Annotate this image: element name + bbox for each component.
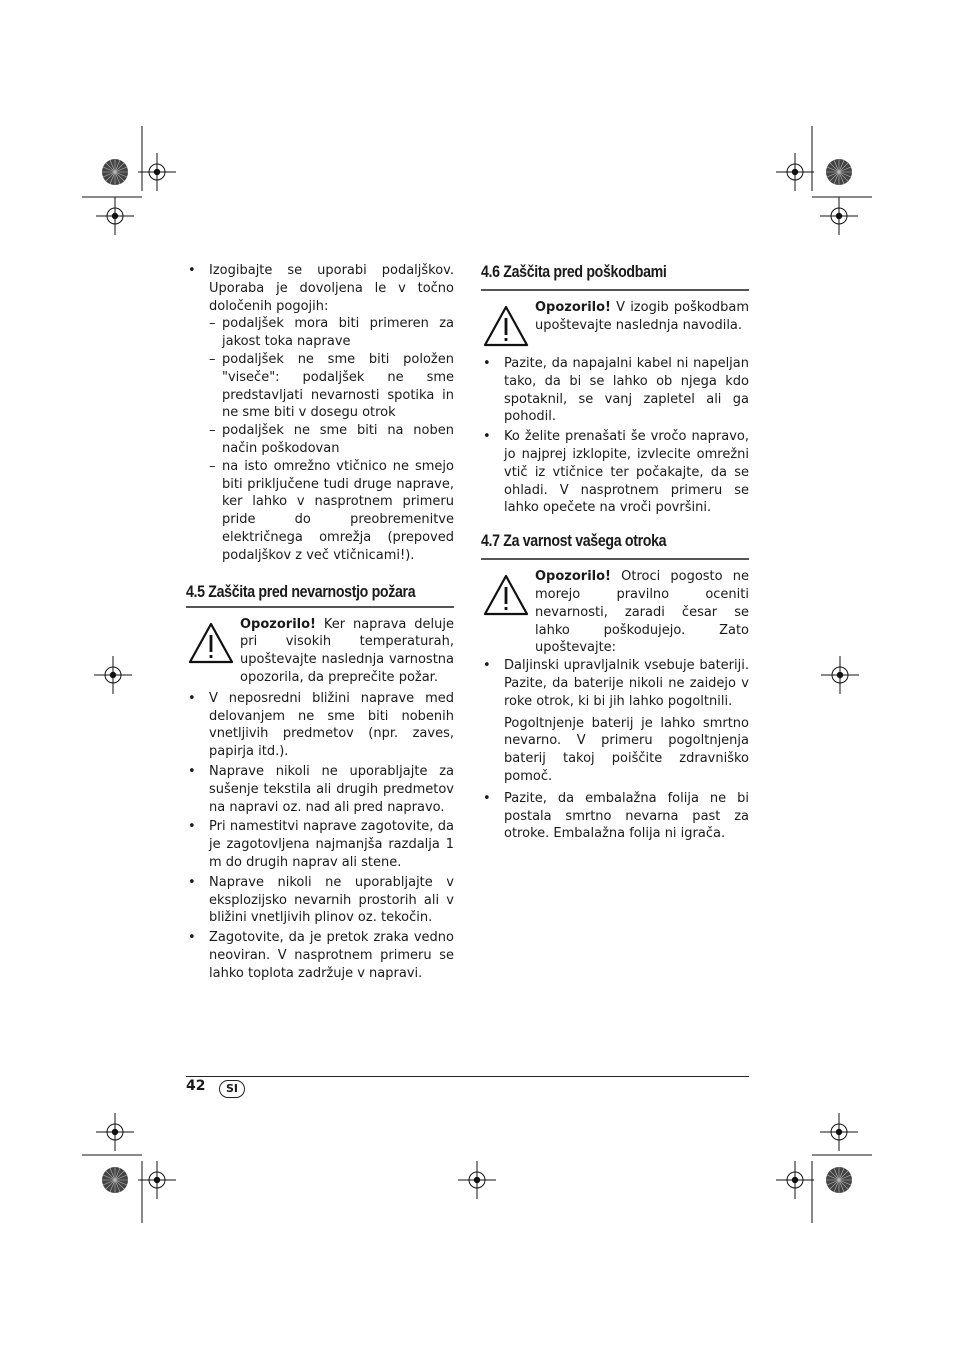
section-title-4-5: 4.5 Zaščita pred nevarnostjo požara xyxy=(186,582,416,601)
section-divider xyxy=(186,606,454,608)
list-item: • Pazite, da napajalni kabel ni napeljan tako, da bi se lahko ob njega kdo spotaknil, se vanj zapletel ali ga pohodil. xyxy=(481,355,749,426)
page-number: 42 xyxy=(186,1078,206,1094)
extension-cord-list xyxy=(186,262,454,565)
list-item: • Daljinski upravljalnik vsebuje bateriji. Pazite, da baterije nikoli ne zaidejo v roke otrok, ki bi jih lahko pogoltnili. xyxy=(481,657,749,710)
dash-item: – na isto omrežno vtičnico ne smejo biti priključene tudi druge naprave, ker lahko v nasprotnem primeru pride do preobremenitve električnega omrežja (prepoved podaljškov z več vtičnicami!). xyxy=(209,458,454,565)
footer-divider xyxy=(186,1076,749,1077)
warning-label: Opozorilo! xyxy=(535,569,611,585)
list-item: • Zagotovite, da je pretok zraka vedno neoviran. V nasprotnem primeru se lahko toplota zadržuje v napravi. xyxy=(186,929,454,982)
list-item: • Naprave nikoli ne uporabljajte v eksplozijsko nevarnih prostorih ali v bližini vnetljivih plinov oz. tekočin. xyxy=(186,874,454,927)
list-item xyxy=(186,262,454,565)
child-safety-list-2 xyxy=(481,790,749,843)
section-divider xyxy=(481,289,749,291)
section-title-4-7: 4.7 Za varnost vašega otroka xyxy=(481,532,667,551)
dash-list xyxy=(209,315,454,564)
warning-label: Opozorilo! xyxy=(240,616,316,632)
bullet-text: Izogibajte se uporabi podaljškov. Uporaba je dovoljena le v točno določenih pogojih: xyxy=(209,263,454,314)
warning-text: Otroci pogosto ne morejo pravilno oceniti nevarnosti, zaradi česar se lahko poškodujejo. Zato upoštevajte: xyxy=(535,569,749,656)
language-badge: SI xyxy=(219,1080,245,1098)
injury-protection-list xyxy=(481,355,749,517)
list-item: • Pri namestitvi naprave zagotovite, da je zagotovljena najmanjša razdalja 1 m do drugih naprav ali stene. xyxy=(186,818,454,871)
warning-block xyxy=(186,616,454,687)
dash-item: – podaljšek ne sme biti na noben način poškodovan xyxy=(209,422,454,458)
warning-block xyxy=(481,299,749,359)
list-item: • Ko želite prenašati še vročo napravo, jo najprej izklopite, izvlecite omrežni vtič iz vtičnice ter počakajte, da se ohladi. V nasprotnem primeru se lahko opečete na vroči površini. xyxy=(481,428,749,517)
section-title-4-6: 4.6 Zaščita pred poškodbami xyxy=(481,263,667,281)
list-item: • V neposredni bližini naprave med delovanjem ne sme biti nobenih vnetljivih predmetov (npr. zaves, papirja itd.). xyxy=(186,690,454,761)
warning-triangle-icon xyxy=(188,622,234,664)
warning-text: V izogib poškodbam upoštevajte naslednja navodila. xyxy=(535,300,749,333)
list-item: • Naprave nikoli ne uporabljajte za sušenje tekstila ali drugih predmetov na napravi oz. nad ali pred napravo. xyxy=(186,763,454,816)
list-item: • Pazite, da embalažna folija ne bi postala smrtno nevarna past za otroke. Embalažna folija ni igrača. xyxy=(481,790,749,843)
section-divider xyxy=(481,558,749,560)
warning-text: Ker naprava deluje pri visokih temperaturah, upoštevajte naslednja varnostna opozorila, da preprečite požar. xyxy=(240,616,454,685)
dash-item: – podaljšek mora biti primeren za jakost toka naprave xyxy=(209,315,454,351)
child-safety-list xyxy=(481,657,749,710)
warning-block xyxy=(481,568,749,657)
dash-item: – podaljšek ne sme biti položen "viseče": podaljšek ne sme predstavljati nevarnosti spotika in ne sme biti v dosegu otrok xyxy=(209,351,454,422)
warning-triangle-icon xyxy=(483,574,529,616)
battery-paragraph: Pogoltnjenje baterij je lahko smrtno nevarno. V primeru pogoltnjenja baterij takoj poiščite zdravniško pomoč. xyxy=(504,715,749,784)
fire-safety-list xyxy=(186,690,454,983)
warning-triangle-icon xyxy=(483,305,529,347)
left-column xyxy=(186,262,454,984)
right-column xyxy=(481,262,749,845)
warning-label: Opozorilo! xyxy=(535,300,611,315)
